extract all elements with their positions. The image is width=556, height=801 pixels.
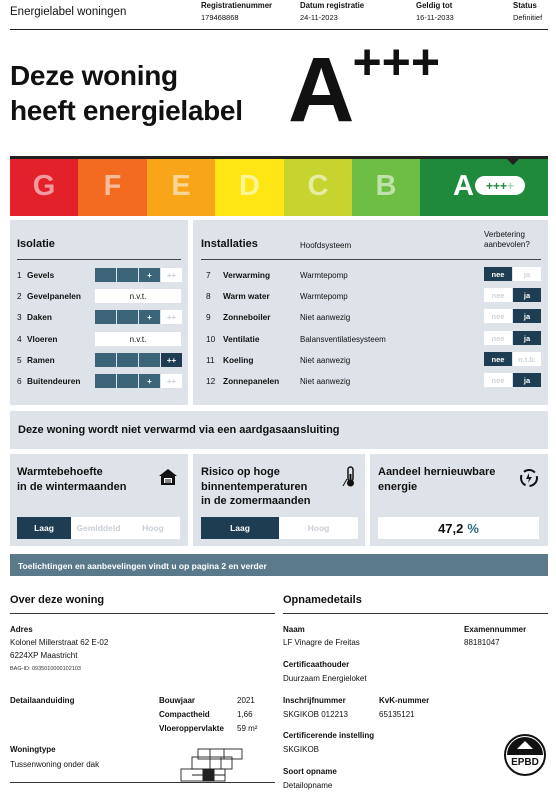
risico-title [201, 465, 310, 509]
installaties-col-improve: Verbetering aanbevolen? [484, 230, 530, 249]
isolatie-row-buitendeuren [17, 374, 80, 388]
bar-cell [95, 268, 116, 282]
row-number: 7 [206, 270, 211, 280]
bar-cell: + [139, 310, 160, 324]
soort-opname-value: Detailopname [283, 781, 333, 790]
row-name: Ramen [27, 355, 55, 365]
isolatie-row-gevelpanelen [17, 289, 81, 303]
vloeroppervlakte-value: 59 m² [237, 724, 258, 733]
hernieuwbaar-title [378, 465, 495, 494]
scale-segment-e: E [147, 156, 215, 216]
bar-cell: ++ [161, 268, 182, 282]
installatie-row-ventilatie [206, 332, 259, 346]
title-line: Aandeel hernieuwbare [378, 466, 496, 478]
isolatie-row-daken [17, 310, 52, 324]
header-label: Status [513, 1, 537, 10]
house-heat-icon [158, 468, 178, 491]
risico-level-selector [201, 517, 358, 539]
row-number: 9 [206, 312, 211, 322]
installaties-col-system: Hoofdsysteem [300, 241, 352, 250]
header-registration-date [300, 0, 364, 24]
header-value: 24-11-2023 [300, 13, 338, 22]
toggle-nee: nee [484, 288, 512, 302]
header-title: Energielabel woningen [10, 6, 127, 18]
warmte-level-selector [17, 517, 180, 539]
title-line: heeft energielabel [10, 95, 243, 126]
installatie-row-koeling [206, 353, 253, 367]
hernieuwbaar-value [378, 517, 539, 539]
improve-toggle [484, 309, 542, 323]
isolatie-value-gevelpanelen: n.v.t. [95, 289, 181, 303]
toggle-nee: nee [484, 267, 512, 281]
title-line: in de zomermaanden [201, 495, 311, 507]
toggle-nee: nee [484, 331, 512, 345]
scale-segment-d: D [215, 156, 284, 216]
opname-title: Opnamedetails [283, 594, 362, 606]
gas-statement: Deze woning wordt niet verwarmd via een aardgasaansluiting [10, 411, 548, 449]
header-valid-until [416, 0, 454, 24]
row-name: Buitendeuren [27, 376, 81, 386]
row-number: 1 [17, 270, 22, 280]
improve-toggle [484, 352, 542, 366]
title-line: Warmtebehoefte [17, 466, 103, 478]
thermometer-icon [341, 466, 359, 493]
energy-label-grade [288, 34, 441, 150]
inschrijfnummer-label: Inschrijfnummer [283, 696, 346, 705]
isolatie-title: Isolatie [17, 238, 55, 250]
bar-cell [117, 353, 138, 367]
title-line: in de wintermaanden [17, 480, 127, 493]
level-option-hoog: Hoog [279, 517, 358, 539]
row-name: Gevels [27, 270, 55, 280]
header-value: 16-11-2033 [416, 13, 454, 22]
installatie-row-verwarming [206, 268, 270, 282]
examennummer-value: 88181047 [464, 638, 500, 647]
bar-cell: ++ [161, 374, 182, 388]
level-option-hoog: Hoog [126, 517, 180, 539]
system-value: Niet aanwezig [300, 356, 351, 365]
system-value: Niet aanwezig [300, 377, 351, 386]
adres-line2: 6224XP Maastricht [10, 651, 78, 660]
isolatie-bar-daken [95, 310, 183, 324]
header-label: Datum registratie [300, 1, 365, 10]
row-number: 12 [206, 376, 216, 386]
title-line: binnentemperaturen [201, 480, 308, 493]
warmte-title [17, 465, 126, 494]
header-value: Definitief [513, 13, 543, 22]
row-number: 2 [17, 291, 22, 301]
installatie-row-zonneboiler [206, 310, 270, 324]
title-line: energie [378, 480, 418, 493]
system-value: Balansventilatiesysteem [300, 335, 386, 344]
inschrijfnummer-value: SKGIKOB 012213 [283, 710, 348, 719]
naam-label: Naam [283, 625, 305, 634]
certificaathouder-label: Certificaathouder [283, 660, 350, 669]
installatie-row-zonnepanelen [206, 374, 279, 388]
header-value: 179468868 [201, 13, 239, 22]
row-number: 4 [17, 334, 22, 344]
page-header [10, 0, 548, 30]
row-number: 3 [17, 312, 22, 322]
isolatie-bar-gevels [95, 268, 183, 282]
bar-cell [95, 353, 116, 367]
woningtype-value: Tussenwoning onder dak [10, 760, 100, 769]
over-woning-bottom-rule [10, 782, 275, 783]
grade-plus: +++ [352, 34, 441, 90]
vloeroppervlakte-label: Vloeroppervlakte [159, 724, 224, 733]
bar-cell: + [139, 268, 160, 282]
bar-cell [139, 353, 160, 367]
toggle-nee: nee [484, 352, 512, 366]
row-name: Zonnepanelen [223, 376, 280, 386]
scale-segment-c: C [284, 156, 352, 216]
row-number: 10 [206, 334, 216, 344]
row-number: 11 [206, 355, 215, 365]
certificaathouder-value: Duurzaam Energieloket [283, 674, 367, 683]
installatie-row-warm-water [206, 289, 270, 303]
scale-active-letter: A [453, 169, 474, 202]
bar-cell [117, 268, 138, 282]
isolatie-row-gevels [17, 268, 54, 282]
row-number: 6 [17, 376, 22, 386]
renewable-icon [518, 467, 540, 494]
header-registration-number [201, 0, 272, 24]
soort-opname-label: Soort opname [283, 767, 337, 776]
header-label: Geldig tot [416, 1, 453, 10]
percentage-number: 47,2 [438, 520, 464, 536]
system-value: Warmtepomp [300, 292, 348, 301]
epbd-logo-text: EPBD [511, 757, 539, 768]
over-woning-title: Over deze woning [10, 594, 105, 606]
page-title [10, 58, 243, 128]
improve-toggle [484, 331, 542, 345]
scale-segment-b: B [352, 156, 420, 216]
row-name: Daken [27, 312, 52, 322]
system-value: Niet aanwezig [300, 313, 351, 322]
plus-badge [475, 176, 525, 195]
bar-cell: ++ [161, 310, 182, 324]
naam-value: LF Vinagre de Freitas [283, 638, 360, 647]
improve-toggle [484, 288, 542, 302]
row-number: 5 [17, 355, 22, 365]
row-name: Koeling [223, 355, 254, 365]
explanation-banner: Toelichtingen en aanbevelingen vindt u op pagina 2 en verder [10, 554, 548, 576]
toggle-ja: ja [513, 309, 541, 323]
level-option-laag: Laag [201, 517, 279, 539]
installaties-divider [201, 259, 541, 260]
scale-indicator-notch [504, 156, 522, 165]
bouwjaar-label: Bouwjaar [159, 696, 196, 705]
toggle-ja: ja [513, 267, 541, 281]
header-label: Registratienummer [201, 1, 273, 10]
isolatie-value-vloeren: n.v.t. [95, 332, 181, 346]
woningtype-label: Woningtype [10, 745, 56, 754]
row-number: 8 [206, 291, 211, 301]
level-option-gemiddeld: Gemiddeld [71, 517, 126, 539]
row-name: Zonneboiler [223, 312, 271, 322]
over-woning-divider [10, 613, 275, 614]
plus-badge-dim: + [507, 178, 515, 193]
adres-label: Adres [10, 625, 33, 634]
toggle-ja: ja [513, 331, 541, 345]
installaties-title: Installaties [201, 238, 258, 250]
isolatie-row-vloeren [17, 332, 57, 346]
row-name: Verwarming [223, 270, 271, 280]
toggle-nee: nee [484, 309, 512, 323]
scale-segment-g: G [10, 156, 78, 216]
isolatie-bar-buitendeuren [95, 374, 183, 388]
title-line: Deze woning [10, 60, 178, 91]
energy-scale [10, 156, 548, 216]
improve-toggle [484, 267, 542, 281]
header-status [513, 0, 542, 24]
bar-cell [95, 374, 116, 388]
toggle-ja: ja [513, 288, 541, 302]
scale-top-border [10, 156, 548, 159]
kvk-label: KvK-nummer [379, 696, 430, 705]
row-name: Gevelpanelen [27, 291, 81, 301]
bar-cell: ++ [161, 353, 182, 367]
isolatie-divider [17, 259, 181, 260]
examennummer-label: Examennummer [464, 625, 527, 634]
bag-id: BAG-ID: 0935010000102103 [10, 666, 81, 672]
toggle-ja: ja [513, 373, 541, 387]
row-name: Warm water [223, 291, 270, 301]
bar-cell [117, 374, 138, 388]
plus-badge-text: +++ [485, 178, 507, 193]
certificerende-instelling-value: SKGIKOB [283, 745, 320, 754]
percentage-unit: % [467, 520, 479, 536]
isolatie-bar-ramen [95, 353, 183, 367]
toggle-ntb: n.t.b. [513, 352, 541, 366]
detailaanduiding-label: Detailaanduiding [10, 696, 75, 705]
adres-line1: Kolonel Millerstraat 62 E-02 [10, 638, 109, 647]
grade-letter: A [288, 39, 353, 141]
kvk-value: 65135121 [379, 710, 415, 719]
scale-segment-f: F [78, 156, 147, 216]
system-value: Warmtepomp [300, 271, 348, 280]
title-line: Risico op hoge [201, 466, 280, 478]
bar-cell [95, 310, 116, 324]
row-name: Ventilatie [223, 334, 260, 344]
bouwjaar-value: 2021 [237, 696, 255, 705]
bar-cell: + [139, 374, 160, 388]
isolatie-row-ramen [17, 353, 55, 367]
bar-cell [117, 310, 138, 324]
compactheid-label: Compactheid [159, 710, 210, 719]
certificerende-instelling-label: Certificerende instelling [283, 731, 375, 740]
level-option-laag: Laag [17, 517, 71, 539]
row-name: Vloeren [27, 334, 58, 344]
compactheid-value: 1,66 [237, 710, 253, 719]
improve-toggle [484, 373, 542, 387]
epbd-logo [503, 733, 547, 782]
toggle-nee: nee [484, 373, 512, 387]
opname-divider [283, 613, 548, 614]
